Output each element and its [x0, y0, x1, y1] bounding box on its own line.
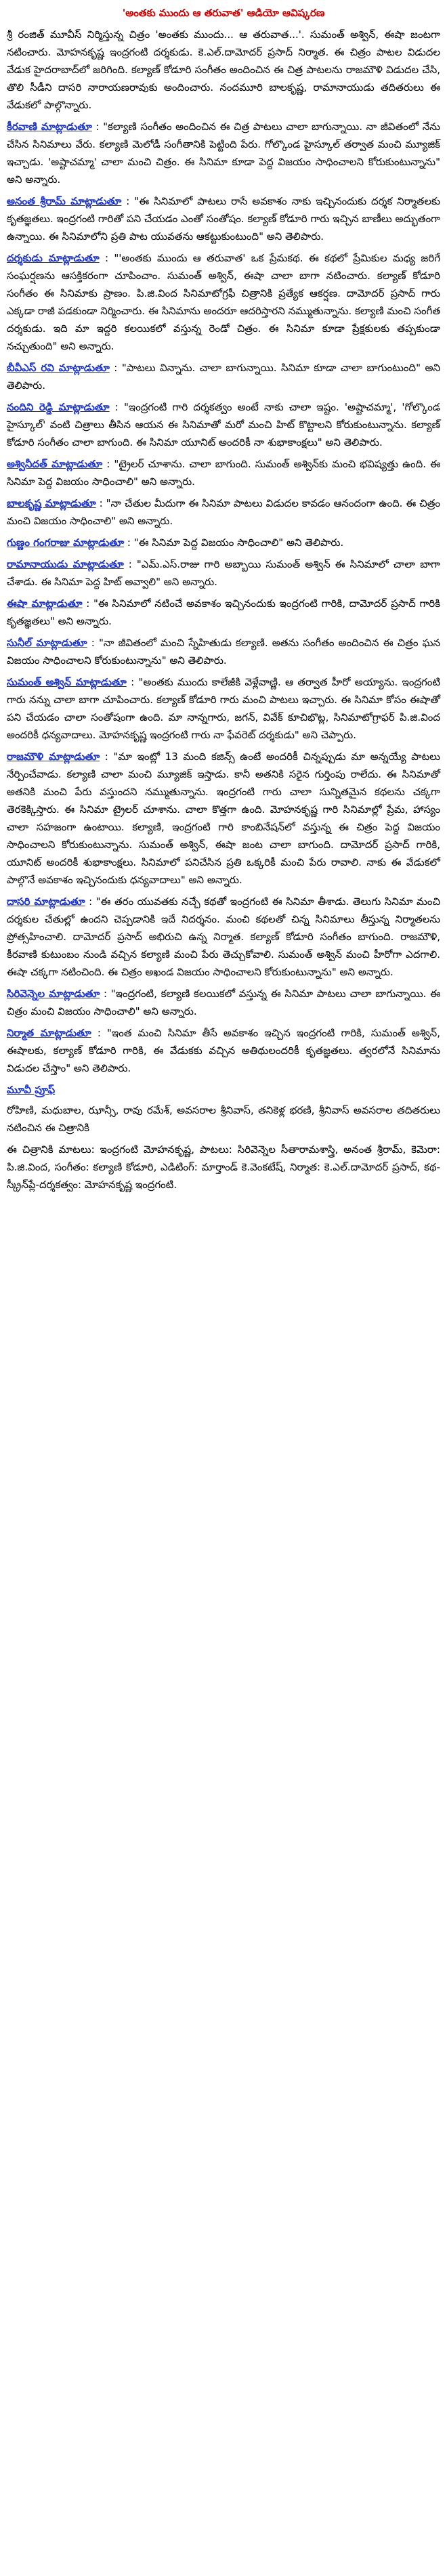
speaker-name[interactable]: దాసరి మాట్లాడుతూ [7, 895, 85, 908]
article-paragraph [7, 555, 440, 591]
speaker-name[interactable]: గుణ్ణం గంగరాజు మాట్లాడుతూ [7, 536, 125, 549]
speaker-colon: : [91, 1027, 107, 1039]
article-paragraph [7, 893, 440, 981]
speaker-name[interactable]: బాలకృష్ణ మాట్లాడుతూ [7, 497, 96, 509]
article-paragraph [7, 26, 440, 114]
article-paragraph [7, 192, 440, 245]
quote-text: "నా జీవితంలో మంచి స్నేహితుడు కల్యాణి. అతను సంగీతం అందించిన ఈ చిత్రం ఘన విజయం సాధించాలని కోరుకుంటున్నాను" అని తెలిపారు. [7, 637, 441, 667]
speaker-name[interactable]: అనంత శ్రీరామ్ మాట్లాడుతూ [7, 195, 122, 207]
quote-text: "ఈ సినిమాలో నటించే అవకాశం ఇచ్చినందుకు ఇంద్రగంటి గారికి, దామోదర్ ప్రసాద్ గారికి కృతజ్ఞతలు" అని అన్నారు. [7, 597, 440, 627]
speaker-colon: : [100, 988, 111, 1000]
quote-text: "ఈ సినిమాలో పాటలు రాసే అవకాశం నాకు ఇచ్చినందుకు దర్శక నిర్మాతలకు కృతజ్ఞతలు. ఇంద్రగంటి గారితో పని చేయడం ఎంతో సంతోషం. కల్యాణ్ కోడూరి గారు ఇచ్చిన బాణీలు అద్భుతంగా ఉన్నాయి. ఈ సినిమాలోని ప్రతి పాట యువతను ఆకట్టుకుంటుంది" అని తెలిపారు. [7, 195, 441, 242]
quote-text: "పాటలు విన్నాను. చాలా బాగున్నాయి. సినిమా కూడా చాలా బాగుంటుంది" అని తెలిపారు. [7, 362, 440, 392]
quote-text: "ఈ తరం యువతకు నచ్చే కథతో ఇంద్రగంటి ఈ సినిమా తీశాడు. తెలుగు సినిమా మంచి దర్శకుల చేతుల్లో ఉందని చెప్పడానికి ఇదే నిదర్శనం. మంచి కథలతో చిన్న సినిమాలు తీస్తున్న నిర్మాతలను ప్రోత్సహించాలి. దామోదర్ ప్రసాద్ అభిరుచి ఉన్న నిర్మాత. కల్యాణ్ కోడూరి సంగీతం బాగుంది. రాజమౌళి, కీరవాణి కుటుంబం నుండి వచ్చిన కల్యాణి మంచి పేరు తెచ్చుకోవాలి. సుమంత్ అశ్విన్ మంచి హీరోగా ఎదగాలి. ఈషా చక్కగా నటించింది. ఈ చిత్రం అఖండ విజయం సాధించాలని కోరుకుంటున్నాను" అని అన్నారు. [7, 895, 441, 978]
credits-line: ఈ చిత్రానికి మాటలు: ఇంద్రగంటి మోహనకృష్ణ, పాటలు: సిరివెన్నెల సీతారామశాస్త్రి, అనంత శ్రీరామ్, కెమెరా: పి.జి.వింద, సంగీతం: కల్యాణి కోడూరి, ఎడిటింగ్: మార్తాండ్ కె.వెంకటేష్, నిర్మాత: కె.ఎల్.దామోదర్ ప్రసాద్, కథ-స్క్రీన్‌ప్లే-దర్శకత్వం: మోహనకృష్ణ ఇంద్రగంటి. [7, 1143, 440, 1191]
speaker-name[interactable]: నందిని రెడ్డి మాట్లాడుతూ [7, 401, 110, 413]
speaker-colon: : [109, 362, 122, 374]
article-headline: 'అంతకు ముందు ఆ తరువాత' ఆడియో ఆవిష్కరణ [122, 7, 325, 19]
speaker-name[interactable]: బీవీఎస్ రవి మాట్లాడుతూ [7, 362, 110, 374]
article-body [7, 26, 440, 1077]
quote-text: "ఇంద్రగంటి, కల్యాణి కలయికలో వస్తున్న ఈ సినిమా పాటలు చాలా బాగున్నాయి. ఈ చిత్రం మంచి విజయం సాధించాలి" అని అన్నారు. [7, 988, 440, 1017]
quote-text: "'అంతకు ముందు ఆ తరువాత' ఒక ప్రేమకథ. ఈ కథలో ప్రేమికుల మధ్య జరిగే సంఘర్షణను ఆసక్తికరంగా చూపించాం. సుమంత్ అశ్విన్, ఈషా చాలా బాగా నటించారు. కల్యాణ్ కోడూరి సంగీతం ఈ సినిమాకు ప్రాణం. పి.జి.వింద సినిమాటోగ్రఫీ చిత్రానికి ప్రత్యేక ఆకర్షణ. దామోదర్ ప్రసాద్ గారు ఎక్కడా రాజీ పడకుండా నిర్మించారు. ఈ సినిమాను అందరూ ఆదరిస్తారని నమ్ముతున్నాను. కల్యాణి మంచి సంగీత దర్శకుడు. ఇది మా ఇద్దరి కలయికలో వస్తున్న రెండో చిత్రం. ఈ సినిమా కూడా ప్రేక్షకులకు తప్పకుండా నచ్చుతుంది" అని అన్నారు. [7, 252, 440, 352]
speaker-colon: : [123, 558, 137, 570]
speaker-name[interactable]: ఈషా మాట్లాడుతూ [7, 597, 83, 610]
speaker-colon: : [82, 597, 93, 610]
speaker-colon: : [85, 895, 96, 908]
quote-text: "ఎమ్.ఎస్.రాజు గారి అబ్బాయి సుమంత్ అశ్విన్ ఈ సినిమాలో చాలా బాగా చేశాడు. ఈ సినిమా పెద్ద హిట్ అవ్వాలి" అని అన్నారు. [7, 558, 440, 588]
article-paragraph [7, 118, 440, 188]
speaker-name[interactable]: సిరివెన్నెల మాట్లాడుతూ [7, 988, 100, 1000]
speaker-colon: : [124, 536, 134, 549]
speaker-colon: : [126, 676, 139, 688]
speaker-colon: : [100, 751, 114, 763]
quote-text: "ఈ సినిమా పెద్ద విజయం సాధించాలి" అని తెలిపారు. [133, 536, 344, 549]
speaker-colon: : [99, 252, 114, 264]
quote-text: "ఇంద్రగంటి గారి దర్శకత్వం అంటే నాకు చాలా ఇష్టం. 'అష్టాచమ్మా', 'గోల్కొండ హైస్కూల్' వంటి చిత్రాలు తీసిన ఆయన ఈ సినిమాతో మరో మంచి హిట్ కొట్టాలని కోరుకుంటున్నాను. కల్యాణ్ కోడూరి సంగీతం చాలా బాగుంది. ఈ సినిమా యూనిట్ అందరికీ నా శుభాకాంక్షలు" అని తెలిపారు. [7, 401, 440, 448]
speaker-name[interactable]: అశ్వినీదత్ మాట్లాడుతూ [7, 458, 103, 470]
speaker-colon: : [91, 121, 104, 133]
speaker-colon: : [87, 637, 99, 649]
speaker-name[interactable]: రామానాయుడు మాట్లాడుతూ [7, 558, 124, 570]
article-paragraph [7, 748, 440, 889]
article-paragraph [7, 359, 440, 394]
quote-text: "కల్యాణి సంగీతం అందించిన ఈ చిత్ర పాటలు చాలా బాగున్నాయి. నా జీవితంలో నేను చేసిన సినిమాలు వేరు. కల్యాణి మెలోడీ సంగీతానికి పెట్టింది పేరు. గోల్కొండ హైస్కూల్ తర్వాత మంచి మ్యూజిక్ ఇచ్చాడు. 'అష్టాచమ్మా' చాలా మంచి చిత్రం. ఈ సినిమా కూడా పెద్ద విజయం సాధించాలని కోరుకుంటున్నాను" అని అన్నారు. [7, 121, 440, 186]
article [7, 0, 440, 1194]
movie-proof-tag[interactable]: మూవీ ప్రూఫ్ [7, 1084, 56, 1096]
article-paragraph [7, 398, 440, 451]
speaker-name[interactable]: సుమంత్ అశ్విన్ మాట్లాడుతూ [7, 676, 127, 688]
speaker-name[interactable]: దర్శకుడు మాట్లాడుతూ [7, 252, 100, 264]
article-paragraph [7, 985, 440, 1020]
quote-text: "నా చేతుల మీదుగా ఈ సినిమా పాటలు విడుదల కావడం ఆనందంగా ఉంది. ఈ చిత్రం మంచి విజయం సాధించాలి" అని అన్నారు. [7, 497, 440, 527]
quote-text: "ట్రైలర్ చూశాను. చాలా బాగుంది. సుమంత్ అశ్విన్‌కు మంచి భవిష్యత్తు ఉంది. ఈ సినిమా పెద్ద విజయం సాధించాలి" అని అన్నారు. [7, 458, 440, 488]
speaker-colon: : [95, 497, 106, 509]
speaker-colon: : [102, 458, 114, 470]
cast-line: రోహిణి, మధుబాల, ఝాన్సీ, రావు రమేశ్, అవసరాల శ్రీనివాస్, తనికెళ్ల భరణి, శ్రీనివాస్ అవసరాల తదితరులు నటించిన ఈ చిత్రానికి [7, 1104, 440, 1134]
speaker-name[interactable]: నిర్మాత మాట్లాడుతూ [7, 1027, 91, 1039]
speaker-colon: : [109, 401, 124, 413]
speaker-colon: : [121, 195, 135, 207]
article-paragraph [7, 534, 440, 551]
quote-text: "ఇంత మంచి సినిమా తీసే అవకాశం ఇచ్చిన ఇంద్రగంటి గారికి, సుమంత్ అశ్విన్, ఈషాలకు, కల్యాణ్ కోడూరి గారికి, ఈ వేడుకకు వచ్చిన అతిథులందరికీ కృతజ్ఞతలు. త్వరలోనే సినిమాను విడుదల చేస్తాం" అని తెలిపారు. [7, 1027, 440, 1074]
article-paragraph [7, 1024, 440, 1077]
article-paragraph [7, 455, 440, 490]
article-paragraph [7, 634, 440, 669]
speaker-name[interactable]: సునీల్ మాట్లాడుతూ [7, 637, 87, 649]
speaker-name[interactable]: కీరవాణి మాట్లాడుతూ [7, 121, 92, 133]
quote-text: "అంతకు ముందు కాలేజీకి వెళ్లేవాణ్ణి. ఆ తర్వాత హీరో అయ్యాను. ఇంద్రగంటి గారు నన్ను చాలా బాగా చూపించారు. కల్యాణ్ కోడూరి గారు మంచి పాటలు ఇచ్చారు. ఈ సినిమా కోసం ఈషాతో పని చేయడం చాలా సంతోషంగా ఉంది. మా నాన్నగారు, జగన్, వివేక్ కూచిభొట్ల, సినిమాటోగ్రాఫర్ పి.జి.వింద అందరికీ ధన్యవాదాలు. మోహనకృష్ణ ఇంద్రగంటి గారు నా ఫేవరెట్ దర్శకుడు" అని చెప్పారు. [7, 676, 440, 741]
article-paragraph [7, 673, 440, 744]
speaker-name[interactable]: రాజమౌళి మాట్లాడుతూ [7, 751, 100, 763]
article-paragraph [7, 249, 440, 355]
quote-text: "మా ఇంట్లో 13 మంది కజిన్స్ ఉంటే అందరికీ చిన్నప్పుడు మా అన్నయ్యే పాటలు నేర్పించేవాడు. కల్యాణి చాలా మంచి మ్యూజిక్ ఇస్తాడు. కానీ అతనికి సరైన గుర్తింపు రాలేదు. ఈ సినిమాతో అతనికి మంచి పేరు వస్తుందని నమ్ముతున్నాను. ఇంద్రగంటి గారు చాలా సున్నితమైన కథలను చక్కగా తెరకెక్కిస్తారు. ఈ సినిమా ట్రైలర్ చూశాను. చాలా కొత్తగా ఉంది. మోహనకృష్ణ గారి సినిమాల్లో ప్రేమ, హాస్యం చాలా సహజంగా ఉంటాయి. కల్యాణి, ఇంద్రగంటి గారి కాంబినేషన్‌లో వస్తున్న ఈ చిత్రం పెద్ద విజయం సాధించాలని కోరుకుంటున్నాను. సుమంత్ అశ్విన్, ఈషా జంట చాలా బాగుంది. దామోదర్ ప్రసాద్ గారికి, యూనిట్ అందరికీ శుభాకాంక్షలు. సినిమాలో పనిచేసిన ప్రతి ఒక్కరికీ మంచి పేరు రావాలి. నాకు ఈ వేడుకలో పాల్గొనే అవకాశం ఇచ్చినందుకు ధన్యవాదాలు" అని అన్నారు. [7, 751, 441, 886]
quote-text: శ్రీ రంజిత్ మూవీస్ నిర్మిస్తున్న చిత్రం 'అంతకు ముందు... ఆ తరువాత...'. సుమంత్ అశ్విన్, ఈషా జంటగా నటించారు. మోహనకృష్ణ ఇంద్రగంటి దర్శకుడు. కె.ఎల్.దామోదర్ ప్రసాద్ నిర్మాత. ఈ చిత్రం పాటల విడుదల వేడుక హైదరాబాద్‌లో జరిగింది. కల్యాణ్ కోడూరి సంగీతం అందించిన ఈ చిత్ర పాటలను రాజమౌళి విడుదల చేసి, తొలి సీడీని దాసరి నారాయణరావుకు అందించారు. నందమూరి బాలకృష్ణ, రామానాయుడు తదితరులు ఈ వేడుకలో పాల్గొన్నారు. [7, 28, 440, 111]
article-paragraph [7, 494, 440, 530]
article-paragraph [7, 595, 440, 630]
